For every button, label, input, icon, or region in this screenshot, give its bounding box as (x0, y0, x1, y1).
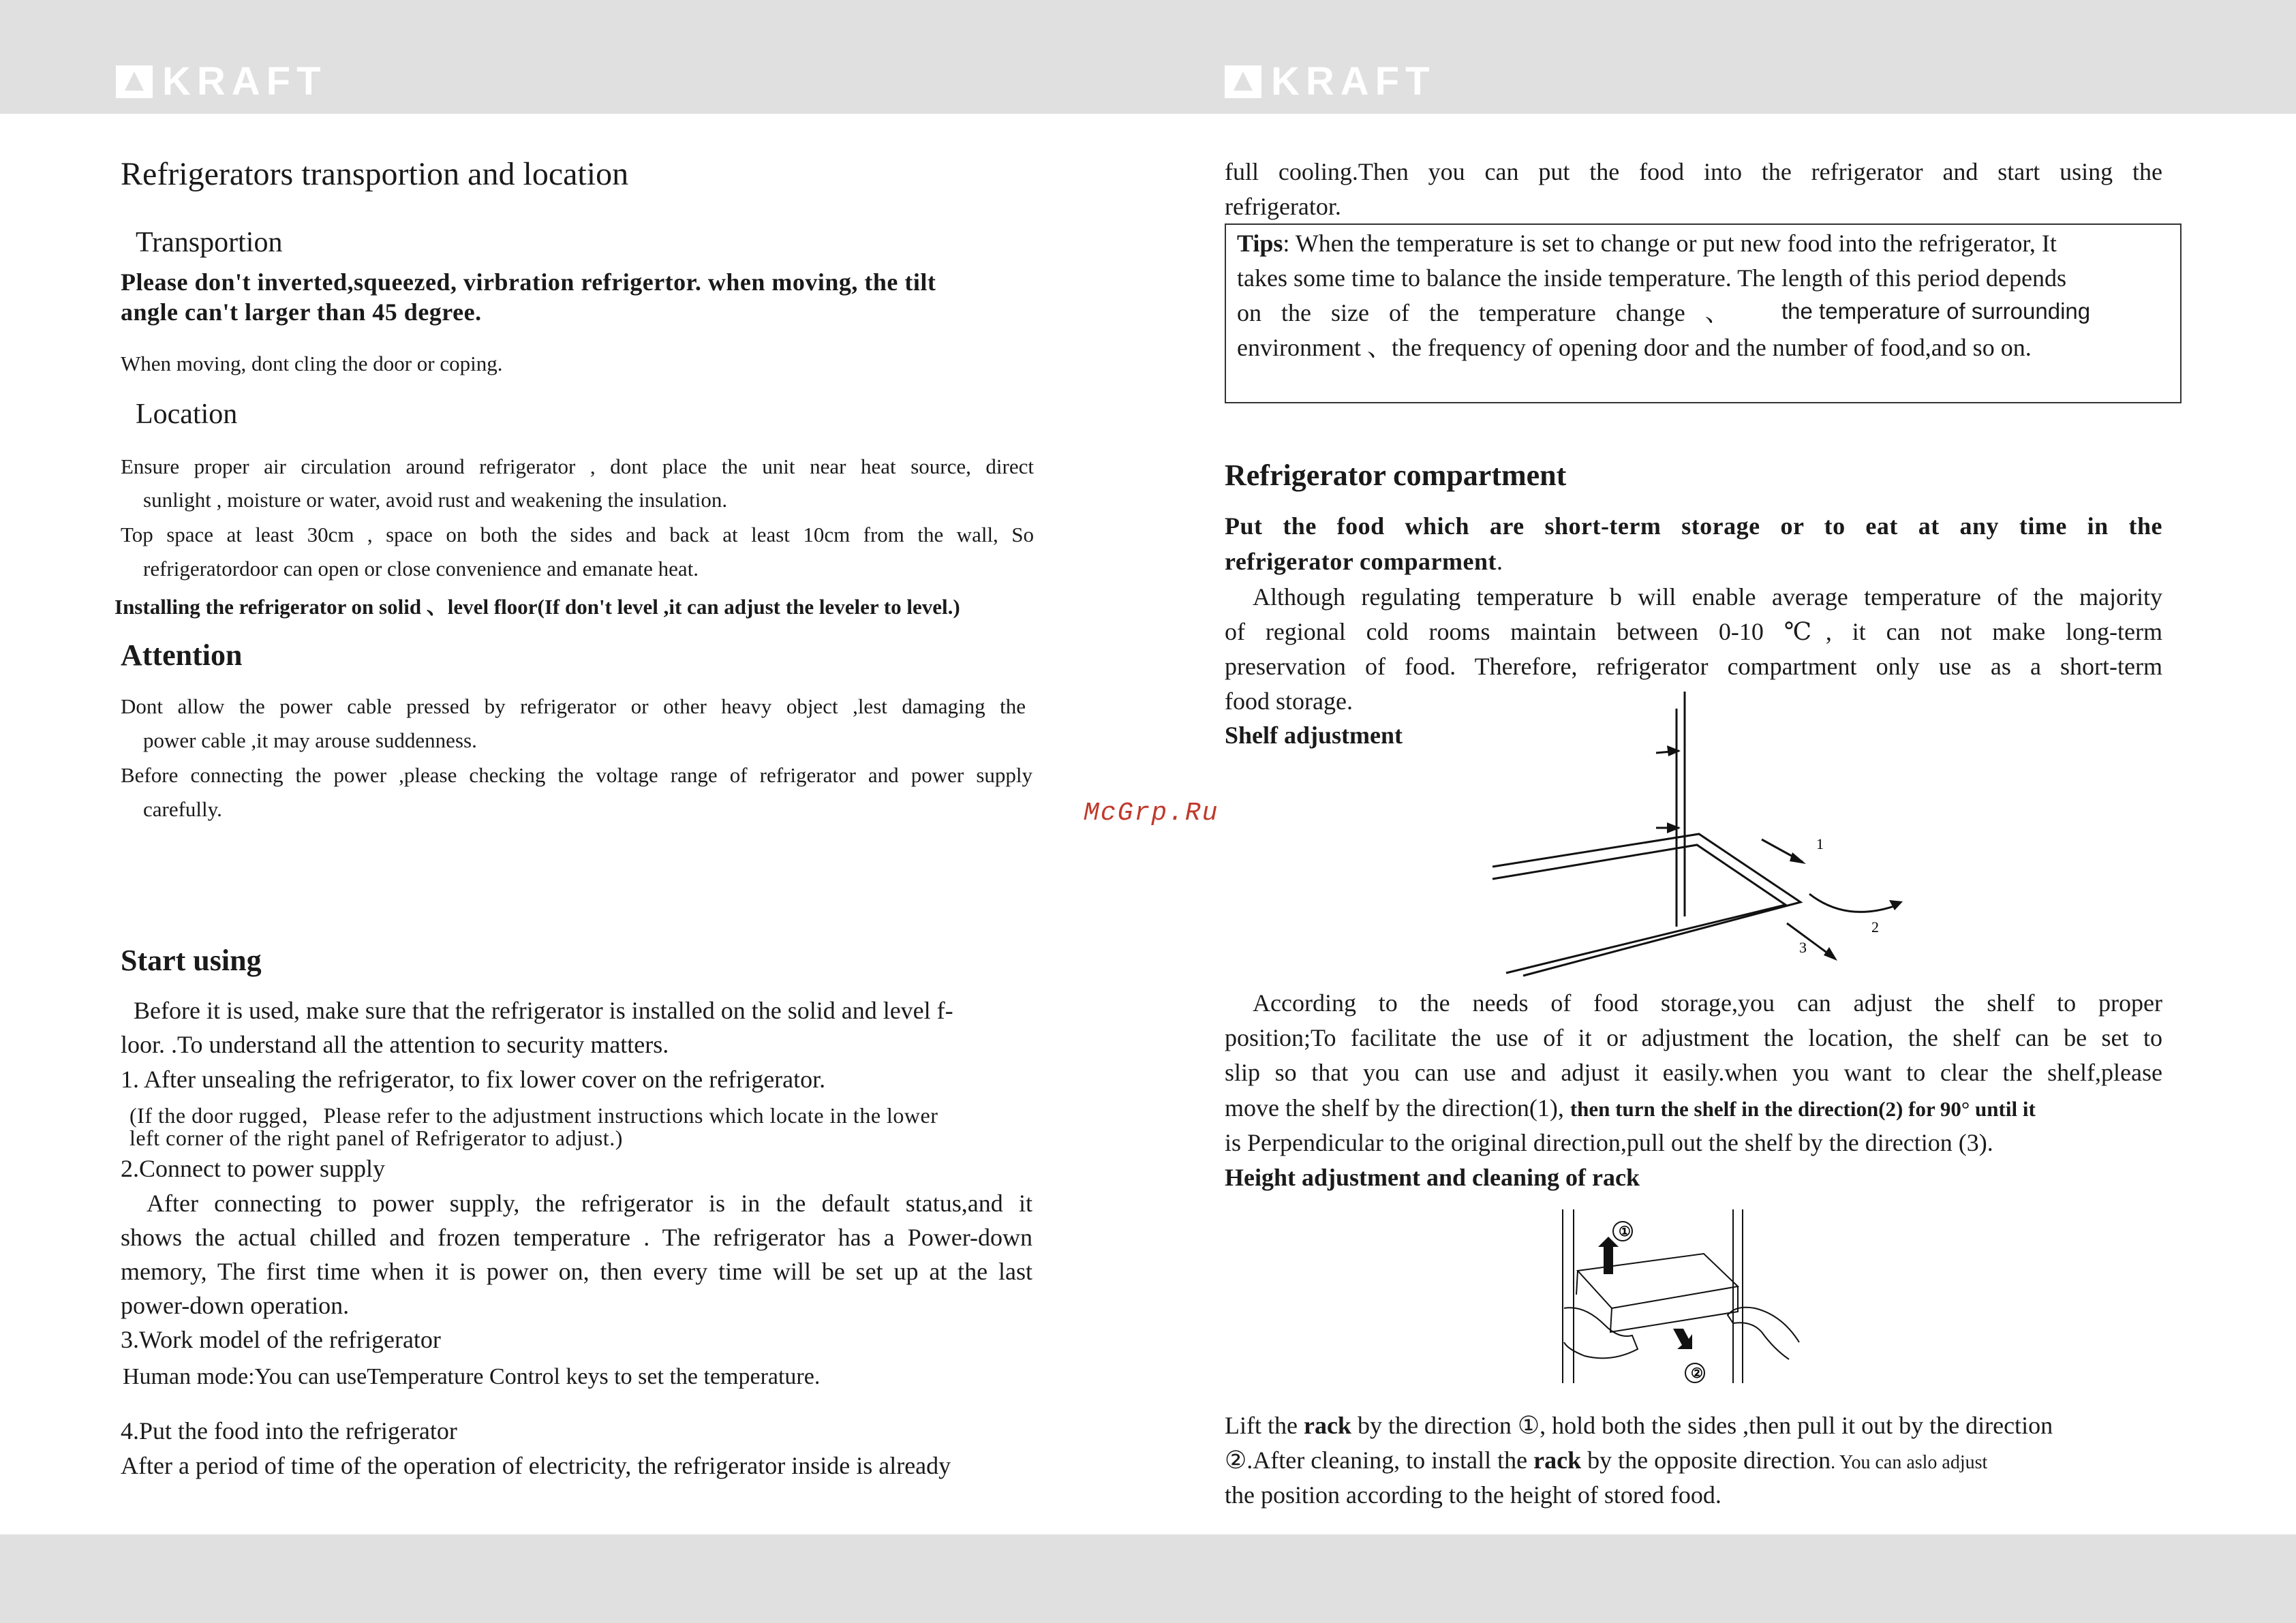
brand-logo-right (1225, 59, 1436, 104)
arrow-head (1790, 852, 1806, 864)
tips-line: environment 、the frequency of opening door and the number of food,and so on. (1237, 334, 2032, 361)
attention-paragraph: carefully. (143, 797, 222, 821)
tips-line: takes some time to balance the inside temperature. The length of this period depends (1237, 264, 2066, 292)
location-paragraph: Top space at least 30cm , space on both the sides and back at least 10cm from the wall, So (121, 523, 1034, 546)
brand-name: KRAFT (162, 59, 327, 104)
location-paragraph: sunlight , moisture or water, avoid rust and weakening the insulation. (143, 488, 728, 512)
tips-line: on the size of the temperature change 、 (1237, 299, 1730, 326)
rack (1578, 1254, 1738, 1308)
step-1-note: left corner of the right panel of Refrigerator to adjust.) (129, 1126, 623, 1150)
compartment-paragraph: preservation of food. Therefore, refrigerator compartment only use as a short-term (1225, 653, 2162, 680)
continued-text: refrigerator. (1225, 193, 1341, 220)
brand-mark-icon (116, 65, 153, 98)
watermark: McGrp.Ru (1084, 799, 1219, 828)
brand-logo-left (116, 59, 327, 104)
location-bold-line: Installing the refrigerator on solid 、level floor(If don't level ,it can adjust the leveler to level.) (114, 595, 960, 619)
arrow-head (1667, 822, 1681, 833)
brand-name: KRAFT (1271, 59, 1436, 104)
compartment-bold-line: Put the food which are short-term storage or to eat at any time in the (1225, 512, 2162, 540)
shelf-paragraph: is Perpendicular to the original direction,pull out the shelf by the direction (3). (1225, 1129, 1993, 1156)
tips-label: Tips (1237, 230, 1283, 257)
compartment-paragraph: Although regulating temperature b will enable average temperature of the majority (1253, 583, 2162, 610)
direction-label-1: 1 (1816, 835, 1824, 852)
hand-icon (1564, 1308, 1638, 1358)
step-4-paragraph: After a period of time of the operation of electricity, the refrigerator inside is already (121, 1452, 951, 1479)
direction-label-2: 2 (1871, 918, 1879, 936)
page-title: Refrigerators transportion and location (121, 156, 629, 192)
compartment-heading: Refrigerator compartment (1225, 459, 1567, 492)
step-3: 3.Work model of the refrigerator (121, 1326, 441, 1353)
shelf-paragraph: slip so that you can use and adjust it easily.when you want to clear the shelf,please (1225, 1059, 2162, 1086)
attention-heading: Attention (121, 638, 243, 672)
transportion-heading: Transportion (136, 227, 283, 258)
tips-line (1237, 226, 2057, 261)
shelf-paragraph: move the shelf by the direction(1), then turn the shelf in the direction(2) for 90° until it (1225, 1094, 2036, 1122)
step-3-text: Human mode:You can useTemperature Control keys to set the temperature. (123, 1364, 821, 1389)
continued-text: full cooling.Then you can put the food into the refrigerator and start using the (1225, 158, 2162, 185)
location-paragraph: refrigeratordoor can open or close convenience and emanate heat. (143, 557, 699, 581)
transportion-bold-line: angle can't larger than 45 degree. (121, 298, 482, 326)
footer-band (0, 1534, 2296, 1623)
step-2-paragraph: After connecting to power supply, the refrigerator is in the default status,and it (147, 1190, 1032, 1217)
step-4: 4.Put the food into the refrigerator (121, 1417, 457, 1444)
arrow-head (1824, 947, 1837, 961)
shelf-adjustment-diagram (1465, 688, 1929, 981)
attention-paragraph: Dont allow the power cable pressed by refrigerator or other heavy object ,lest damaging the (121, 694, 1026, 718)
transportion-bold-line: Please don't inverted,squeezed, virbration refrigertor. when moving, the tilt (121, 268, 936, 296)
brand-mark-icon (1225, 65, 1261, 98)
step-2: 2.Connect to power supply (121, 1155, 385, 1182)
attention-paragraph: Before connecting the power ,please checking the voltage range of refrigerator and power supply (121, 763, 1032, 787)
location-paragraph: Ensure proper air circulation around refrigerator , dont place the unit near heat source, direct (121, 454, 1034, 478)
rack (1576, 1271, 1578, 1295)
rack-paragraph: the position according to the height of stored food. (1225, 1481, 1721, 1509)
step-2-paragraph: power-down operation. (121, 1292, 350, 1319)
rack-heading: Height adjustment and cleaning of rack (1225, 1164, 1640, 1191)
shelf-heading: Shelf adjustment (1225, 722, 1403, 749)
location-heading: Location (136, 399, 238, 430)
rack-label-1: ① (1619, 1224, 1631, 1239)
shelf-paragraph: position;To facilitate the use of it or adjustment the location, the shelf can be set to (1225, 1024, 2162, 1051)
up-arrow-icon (1598, 1237, 1619, 1274)
direction-2-arrow (1809, 894, 1898, 912)
step-1-note: (If the door rugged，Please refer to the adjustment instructions which locate in the lower (129, 1103, 938, 1128)
shelf-outline (1493, 845, 1786, 973)
attention-paragraph: power cable ,it may arouse suddenness. (143, 728, 477, 752)
arrow-head (1889, 900, 1903, 910)
rack (1610, 1286, 1738, 1332)
rack-diagram (1557, 1206, 1809, 1390)
header-band (0, 0, 2296, 114)
step-1: 1. After unsealing the refrigerator, to fix lower cover on the refrigerator. (121, 1066, 826, 1093)
pull-arrow-icon (1673, 1329, 1692, 1349)
compartment-paragraph: food storage. (1225, 687, 1353, 715)
step-2-paragraph: shows the actual chilled and frozen temperature . The refrigerator has a Power-down (121, 1224, 1032, 1251)
shelf-outline (1493, 834, 1801, 976)
transportion-note: When moving, dont cling the door or coping. (121, 352, 503, 375)
rack-paragraph: Lift the rack by the direction ①, hold both the sides ,then pull it out by the direction (1225, 1412, 2053, 1439)
start-intro: loor. .To understand all the attention to security matters. (121, 1031, 669, 1058)
rack-paragraph: ②.After cleaning, to install the rack by the opposite direction. You can aslo adjust (1225, 1447, 1988, 1474)
shelf-paragraph: According to the needs of food storage,you can adjust the shelf to proper (1253, 989, 2162, 1017)
compartment-paragraph: of regional cold rooms maintain between 0-10 ℃, it can not make long-term (1225, 618, 2162, 645)
tips-text: : When the temperature is set to change or put new food into the refrigerator, It (1283, 230, 2057, 257)
compartment-bold-line: refrigerator comparment. (1225, 548, 1503, 575)
start-using-heading: Start using (121, 944, 262, 977)
rack-label-2: ② (1691, 1366, 1703, 1381)
arrow-head (1667, 745, 1681, 756)
tips-line: the temperature of surrounding (1781, 298, 2091, 324)
start-intro: Before it is used, make sure that the refrigerator is installed on the solid and level f- (134, 997, 953, 1024)
step-2-paragraph: memory, The first time when it is power on, then every time will be set up at the last (121, 1258, 1032, 1285)
hand-icon (1728, 1308, 1799, 1359)
direction-label-3: 3 (1799, 939, 1807, 956)
